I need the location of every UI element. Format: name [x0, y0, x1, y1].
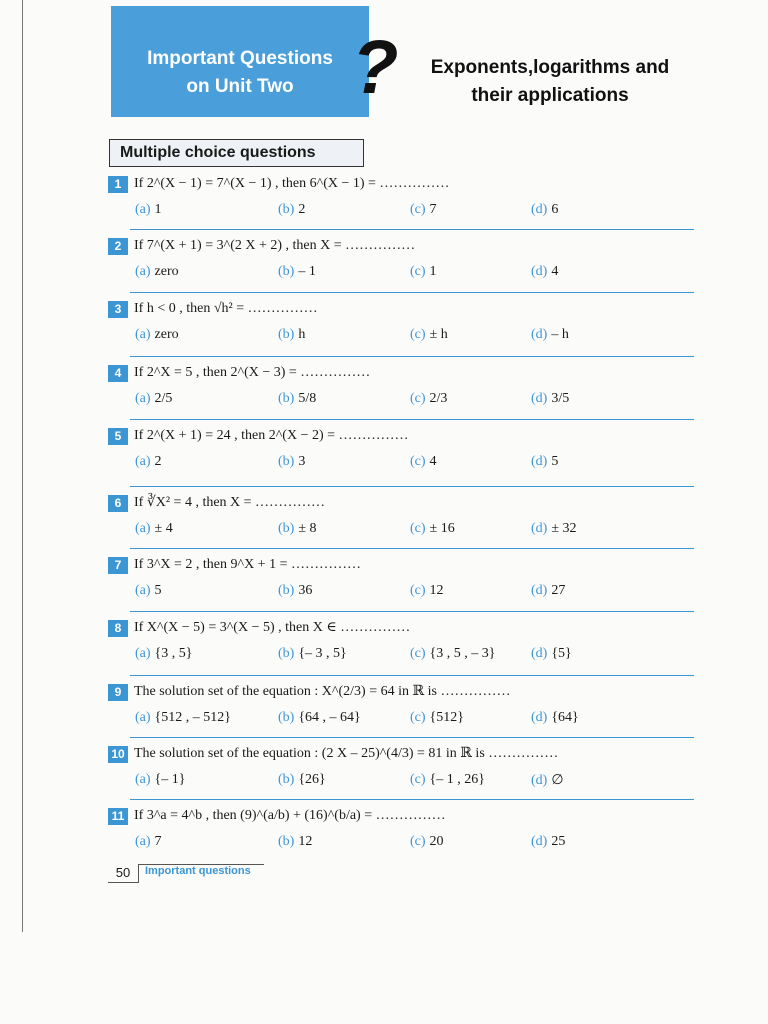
answer-option[interactable] [410, 646, 496, 662]
question-number-badge: 6 [108, 495, 128, 512]
answer-option[interactable] [410, 772, 485, 788]
question-number-badge: 11 [108, 808, 128, 825]
header-line-2: on Unit Two [186, 76, 294, 97]
option-label: (a) [135, 454, 151, 469]
option-label: (b) [278, 391, 295, 406]
option-label: (c) [410, 327, 426, 342]
section-title: Multiple choice questions [109, 139, 364, 167]
answer-option[interactable] [278, 583, 312, 599]
answer-options [108, 772, 694, 796]
answer-option[interactable] [135, 646, 193, 662]
option-value: ± 16 [429, 521, 455, 536]
option-value: zero [154, 264, 179, 279]
question-stem: If X^(X − 5) = 3^(X − 5) , then X ∈ …………… [134, 620, 411, 635]
option-label: (d) [531, 583, 548, 598]
question-stem: If h < 0 , then √h² = …………… [134, 301, 318, 316]
answer-option[interactable] [410, 834, 444, 850]
question-divider [130, 486, 694, 487]
option-label: (a) [135, 202, 151, 217]
answer-option[interactable] [135, 521, 173, 537]
page-number: 50 [108, 864, 139, 883]
option-label: (a) [135, 521, 151, 536]
answer-option[interactable] [410, 583, 444, 599]
answer-options [108, 521, 694, 545]
option-value: ± h [429, 327, 448, 342]
option-label: (c) [410, 583, 426, 598]
option-value: 2 [154, 454, 162, 469]
answer-options [108, 202, 694, 226]
question-divider [130, 419, 694, 420]
answer-option[interactable] [531, 391, 569, 407]
option-value: 5 [551, 454, 559, 469]
header-line-1: Important Questions [147, 48, 333, 69]
question-divider [130, 229, 694, 230]
answer-option[interactable] [135, 454, 162, 470]
option-value: 27 [551, 583, 566, 598]
option-label: (c) [410, 391, 426, 406]
option-label: (b) [278, 454, 295, 469]
question-stem: If 2^X = 5 , then 2^(X − 3) = …………… [134, 365, 371, 380]
question-stem: The solution set of the equation : X^(2/3) = 64 in ℝ is …………… [134, 684, 511, 699]
option-label: (a) [135, 327, 151, 342]
question-divider [130, 799, 694, 800]
option-value: 25 [551, 834, 566, 849]
question-divider [130, 356, 694, 357]
option-value: {3 , 5} [154, 646, 193, 661]
option-value: 2/5 [154, 391, 173, 406]
option-label: (b) [278, 327, 295, 342]
option-value: 3/5 [551, 391, 570, 406]
option-value: 20 [429, 834, 444, 849]
option-label: (c) [410, 646, 426, 661]
option-label: (d) [531, 391, 548, 406]
answer-options [108, 583, 694, 607]
option-label: (c) [410, 521, 426, 536]
option-label: (a) [135, 583, 151, 598]
option-label: (d) [531, 646, 548, 661]
answer-option[interactable] [135, 834, 162, 850]
answer-option[interactable] [410, 710, 464, 726]
answer-option[interactable] [531, 264, 558, 280]
answer-option[interactable] [278, 454, 305, 470]
answer-option[interactable] [531, 646, 572, 662]
answer-option[interactable] [278, 327, 305, 343]
option-value: ∅ [551, 773, 564, 788]
question-stem: If 2^(X − 1) = 7^(X − 1) , then 6^(X − 1) = …………… [134, 176, 450, 191]
option-label: (d) [531, 710, 548, 725]
option-value: {512 , – 512} [154, 710, 231, 725]
option-value: ± 4 [154, 521, 173, 536]
option-value: {5} [551, 646, 572, 661]
answer-option[interactable] [278, 202, 305, 218]
option-label: (d) [531, 834, 548, 849]
option-value: – 1 [298, 264, 316, 279]
answer-option[interactable] [135, 772, 186, 788]
option-value: zero [154, 327, 179, 342]
question-divider [130, 737, 694, 738]
option-value: h [298, 327, 306, 342]
answer-option[interactable] [410, 202, 437, 218]
answer-option[interactable] [531, 521, 577, 537]
option-value: 7 [154, 834, 162, 849]
option-label: (c) [410, 454, 426, 469]
option-label: (c) [410, 710, 426, 725]
answer-option[interactable] [135, 264, 179, 280]
option-value: {– 1} [154, 772, 186, 787]
option-label: (d) [531, 202, 548, 217]
question-number-badge: 7 [108, 557, 128, 574]
answer-option[interactable] [410, 264, 437, 280]
question-number-badge: 9 [108, 684, 128, 701]
answer-option[interactable] [531, 834, 565, 850]
answer-option[interactable] [278, 834, 312, 850]
answer-options [108, 834, 694, 858]
question-divider [130, 292, 694, 293]
option-label: (b) [278, 772, 295, 787]
option-label: (c) [410, 202, 426, 217]
answer-option[interactable] [531, 454, 558, 470]
option-value: – h [551, 327, 569, 342]
question-number-badge: 5 [108, 428, 128, 445]
answer-option[interactable] [278, 710, 361, 726]
answer-options [108, 710, 694, 734]
option-label: (b) [278, 710, 295, 725]
question-divider [130, 675, 694, 676]
option-value: ± 32 [551, 521, 577, 536]
option-label: (d) [531, 264, 548, 279]
option-label: (a) [135, 391, 151, 406]
question-number-badge: 1 [108, 176, 128, 193]
option-label: (a) [135, 834, 151, 849]
answer-option[interactable] [135, 327, 179, 343]
answer-option[interactable] [278, 772, 326, 788]
answer-option[interactable] [278, 646, 347, 662]
option-label: (b) [278, 521, 295, 536]
question-stem: If 7^(X + 1) = 3^(2 X + 2) , then X = …………… [134, 238, 416, 253]
answer-option[interactable] [410, 454, 437, 470]
option-value: 6 [551, 202, 559, 217]
option-label: (a) [135, 772, 151, 787]
option-label: (b) [278, 202, 295, 217]
option-value: {– 3 , 5} [298, 646, 347, 661]
answer-option[interactable] [135, 391, 172, 407]
option-label: (b) [278, 264, 295, 279]
answer-options [108, 391, 694, 415]
answer-option[interactable] [135, 583, 162, 599]
option-value: {3 , 5 , – 3} [429, 646, 496, 661]
answer-options [108, 264, 694, 288]
option-value: 5/8 [298, 391, 317, 406]
option-value: 1 [154, 202, 162, 217]
option-label: (c) [410, 772, 426, 787]
question-stem: If 3^a = 4^b , then (9)^(a/b) + (16)^(b/a) = …………… [134, 808, 446, 823]
option-label: (c) [410, 264, 426, 279]
question-stem: If 3^X = 2 , then 9^X + 1 = …………… [134, 557, 361, 572]
question-number-badge: 10 [108, 746, 128, 763]
option-value: 12 [298, 834, 313, 849]
option-label: (b) [278, 583, 295, 598]
answer-option[interactable] [531, 327, 569, 343]
chapter-title-line-2: their applications [471, 85, 629, 106]
answer-option[interactable] [278, 521, 317, 537]
question-stem: If 2^(X + 1) = 24 , then 2^(X − 2) = …………… [134, 428, 409, 443]
answer-option[interactable] [531, 583, 565, 599]
option-value: {512} [429, 710, 464, 725]
page-margin-line [22, 0, 23, 932]
answer-options [108, 646, 694, 670]
option-value: 2/3 [429, 391, 448, 406]
question-number-badge: 4 [108, 365, 128, 382]
option-label: (d) [531, 773, 548, 788]
answer-option[interactable] [531, 202, 558, 218]
chapter-title [405, 54, 695, 110]
option-value: 3 [298, 454, 306, 469]
answer-option[interactable] [410, 391, 447, 407]
unit-header-box [111, 6, 369, 117]
chapter-title-line-1: Exponents,logarithms and [430, 57, 670, 78]
option-label: (c) [410, 834, 426, 849]
question-divider [130, 611, 694, 612]
option-label: (d) [531, 454, 548, 469]
option-value: 4 [551, 264, 559, 279]
answer-options [108, 327, 694, 351]
question-mark-icon: ? [352, 25, 399, 110]
option-label: (a) [135, 264, 151, 279]
answer-option[interactable] [410, 521, 455, 537]
answer-option[interactable] [278, 264, 316, 280]
option-value: 36 [298, 583, 313, 598]
answer-option[interactable] [135, 710, 231, 726]
answer-option[interactable] [531, 772, 564, 789]
footer-label: Important questions [145, 865, 251, 877]
question-number-badge: 8 [108, 620, 128, 637]
option-value: {64 , – 64} [298, 710, 361, 725]
answer-option[interactable] [410, 327, 448, 343]
question-stem: The solution set of the equation : (2 X – 25)^(4/3) = 81 in ℝ is …………… [134, 746, 559, 761]
option-value: 5 [154, 583, 162, 598]
question-stem: If ∛X² = 4 , then X = …………… [134, 495, 326, 510]
option-value: ± 8 [298, 521, 317, 536]
option-value: 12 [429, 583, 444, 598]
option-value: 2 [298, 202, 306, 217]
answer-option[interactable] [135, 202, 162, 218]
option-value: {64} [551, 710, 579, 725]
answer-option[interactable] [278, 391, 316, 407]
question-divider [130, 548, 694, 549]
option-label: (a) [135, 646, 151, 661]
option-value: 1 [429, 264, 437, 279]
option-value: {26} [298, 772, 326, 787]
question-number-badge: 2 [108, 238, 128, 255]
option-label: (b) [278, 646, 295, 661]
option-value: 7 [429, 202, 437, 217]
answer-options [108, 454, 694, 478]
option-label: (d) [531, 327, 548, 342]
option-label: (d) [531, 521, 548, 536]
option-value: {– 1 , 26} [429, 772, 485, 787]
question-number-badge: 3 [108, 301, 128, 318]
answer-option[interactable] [531, 710, 579, 726]
option-label: (b) [278, 834, 295, 849]
option-value: 4 [429, 454, 437, 469]
option-label: (a) [135, 710, 151, 725]
